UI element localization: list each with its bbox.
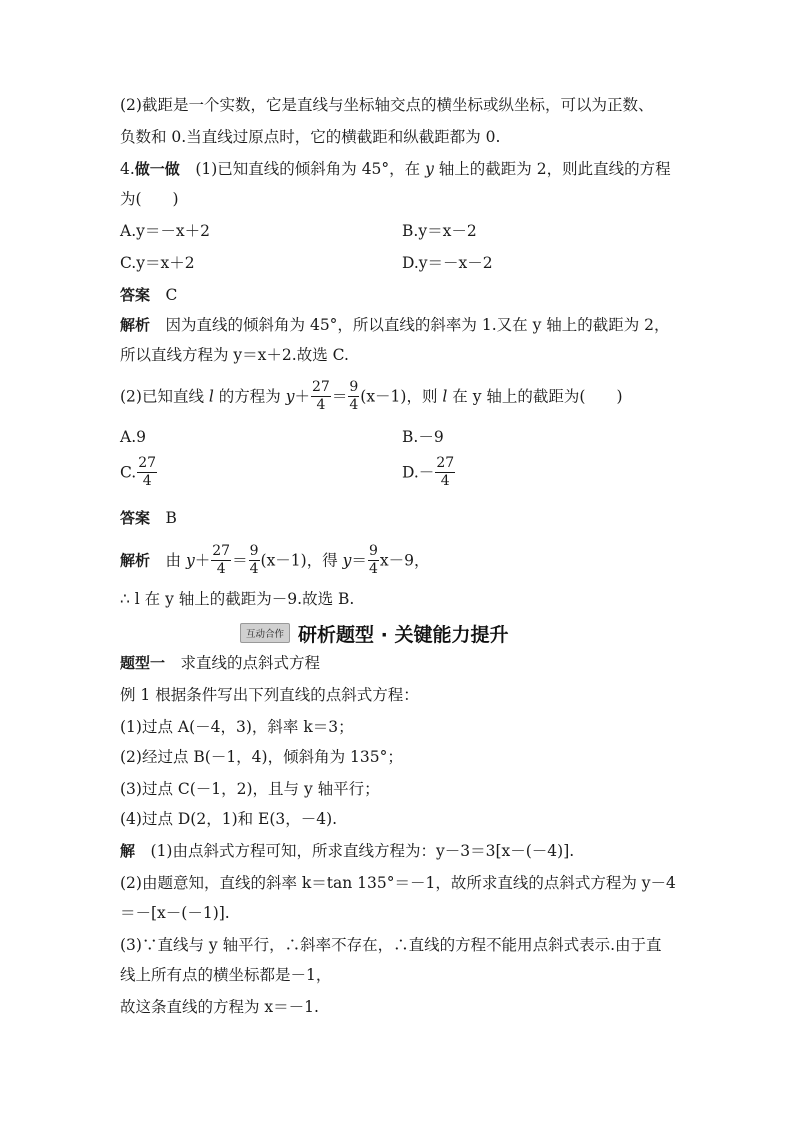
question-1-solution-line-2: 所以直线方程为 y＝x＋2.故选 C. — [120, 346, 349, 364]
example-1-heading: 例 1 根据条件写出下列直线的点斜式方程： — [120, 686, 419, 704]
answer-value: C — [165, 286, 178, 304]
question-1-text-a: (1)已知直线的倾斜角为 45°，在 — [179, 160, 426, 178]
solution-text: (1)由点斜式方程可知，所求直线方程为：y－3＝3[x－(－4)]. — [135, 842, 575, 860]
intercept-note-line-2: 负数和 0.当直线过原点时，它的横截距和纵截距都为 0. — [120, 128, 501, 146]
example-1-solution-3c: 故这条直线的方程为 x＝－1. — [120, 998, 319, 1016]
example-1-solution-1 — [120, 840, 574, 862]
type-title: 求直线的点斜式方程 — [165, 654, 321, 672]
question-1-answer — [120, 284, 177, 306]
denominator: 4 — [142, 473, 152, 489]
numerator: 27 — [436, 455, 455, 471]
example-1-solution-2a: (2)由题意知，直线的斜率 k＝tan 135°＝－1，故所求直线的点斜式方程为 y－4 — [120, 874, 676, 892]
question-1-stem-line-2: 为( ) — [120, 190, 179, 208]
question-number: 4. — [120, 160, 135, 178]
example-1-solution-2b: ＝－[x－(－1)]. — [120, 904, 230, 922]
example-1-condition-1: (1)过点 A(－4，3)，斜率 k＝3； — [120, 718, 354, 736]
solution-label: 解 — [120, 842, 136, 860]
question-2-answer — [120, 507, 177, 529]
fraction-27-4 — [211, 543, 231, 578]
example-1-condition-2: (2)经过点 B(－1，4)，倾斜角为 135°； — [120, 748, 403, 766]
paren-expr: (x－1) — [260, 551, 307, 570]
solution-text-b: ，得 — [306, 551, 343, 570]
answer-label: 答案 — [120, 286, 151, 304]
question-1-option-b: B.y＝x－2 — [402, 222, 477, 240]
question-1-stem — [120, 158, 671, 180]
question-2-solution-line-2: ∴ l 在 y 轴上的截距为－9.故选 B. — [120, 590, 355, 608]
section-banner — [240, 620, 508, 646]
solution-text-c: x－9， — [379, 551, 430, 570]
solution-text: 因为直线的倾斜角为 45°，所以直线的斜率为 1.又在 y 轴上的截距为 2， — [165, 316, 670, 334]
stem-text-c: ，则 — [406, 387, 443, 406]
plus-sign: ＋ — [294, 387, 310, 406]
question-1-solution-line-1 — [120, 314, 670, 336]
paren-expr: (x－1) — [360, 387, 407, 406]
denominator: 4 — [216, 561, 226, 577]
denominator: 4 — [368, 561, 378, 577]
question-2-option-c — [120, 456, 158, 491]
numerator: 9 — [349, 379, 359, 395]
numerator: 9 — [249, 543, 259, 559]
denominator: 4 — [249, 561, 259, 577]
answer-value: B — [165, 509, 177, 527]
fraction-27-4 — [311, 379, 331, 414]
var-y: y — [285, 387, 295, 406]
question-1-option-d: D.y＝－x－2 — [402, 254, 493, 272]
answer-label: 答案 — [120, 509, 151, 527]
fraction-9-4 — [368, 543, 379, 578]
var-y: y — [185, 551, 195, 570]
question-1-option-a: A.y＝－x＋2 — [120, 222, 210, 240]
stem-text-a: (2)已知直线 — [120, 387, 209, 406]
type-1-heading — [120, 652, 320, 674]
denominator: 4 — [349, 397, 359, 413]
fraction-27-4 — [137, 455, 157, 490]
numerator: 27 — [138, 455, 157, 471]
var-y: y — [342, 551, 352, 570]
var-l: l — [208, 387, 214, 406]
question-2-option-a: A.9 — [120, 428, 146, 446]
option-letter: C. — [120, 463, 137, 482]
stem-text-d: 在 y 轴上的截距为( ) — [447, 387, 623, 406]
question-2-option-b: B.－9 — [402, 428, 444, 446]
type-label: 题型一 — [120, 654, 166, 672]
equals-sign: ＝ — [351, 551, 367, 570]
example-1-condition-4: (4)过点 D(2，1)和 E(3，－4). — [120, 810, 338, 828]
numerator: 27 — [212, 543, 231, 559]
section-title: 研析题型 · 关键能力提升 — [298, 623, 509, 646]
example-1-solution-3a: (3)∵直线与 y 轴平行，∴斜率不存在，∴直线的方程不能用点斜式表示.由于直 — [120, 936, 662, 954]
stem-text-b: 的方程为 — [213, 387, 286, 406]
denominator: 4 — [440, 473, 450, 489]
question-1-text-b: 轴上的截距为 2，则此直线的方程 — [433, 160, 671, 178]
var-l: l — [442, 387, 448, 406]
plus-sign: ＋ — [194, 551, 211, 570]
question-1-option-c: C.y＝x＋2 — [120, 254, 195, 272]
section-tag: 互动合作 — [240, 623, 290, 643]
numerator: 27 — [312, 379, 330, 395]
question-2-solution-line-1 — [120, 544, 429, 579]
question-2-option-d — [402, 456, 456, 491]
try-it-keyword: 做一做 — [134, 160, 180, 178]
equals-sign: ＝ — [331, 387, 348, 406]
denominator: 4 — [316, 397, 326, 413]
equals-sign: ＝ — [232, 551, 248, 570]
example-1-solution-3b: 线上所有点的横坐标都是－1， — [120, 966, 332, 984]
fraction-9-4 — [348, 379, 359, 414]
solution-text-a: 由 — [165, 551, 186, 570]
option-letter: D.－ — [402, 463, 435, 482]
intercept-note-line-1: (2)截距是一个实数，它是直线与坐标轴交点的横坐标或纵坐标，可以为正数、 — [120, 96, 654, 114]
solution-label: 解析 — [120, 551, 151, 570]
fraction-27-4 — [435, 455, 455, 490]
numerator: 9 — [368, 543, 378, 559]
solution-label: 解析 — [120, 316, 151, 334]
var-y: y — [425, 160, 434, 178]
example-1-condition-3: (3)过点 C(－1，2)，且与 y 轴平行； — [120, 780, 380, 798]
fraction-9-4 — [249, 543, 260, 578]
question-2-stem — [120, 380, 623, 415]
